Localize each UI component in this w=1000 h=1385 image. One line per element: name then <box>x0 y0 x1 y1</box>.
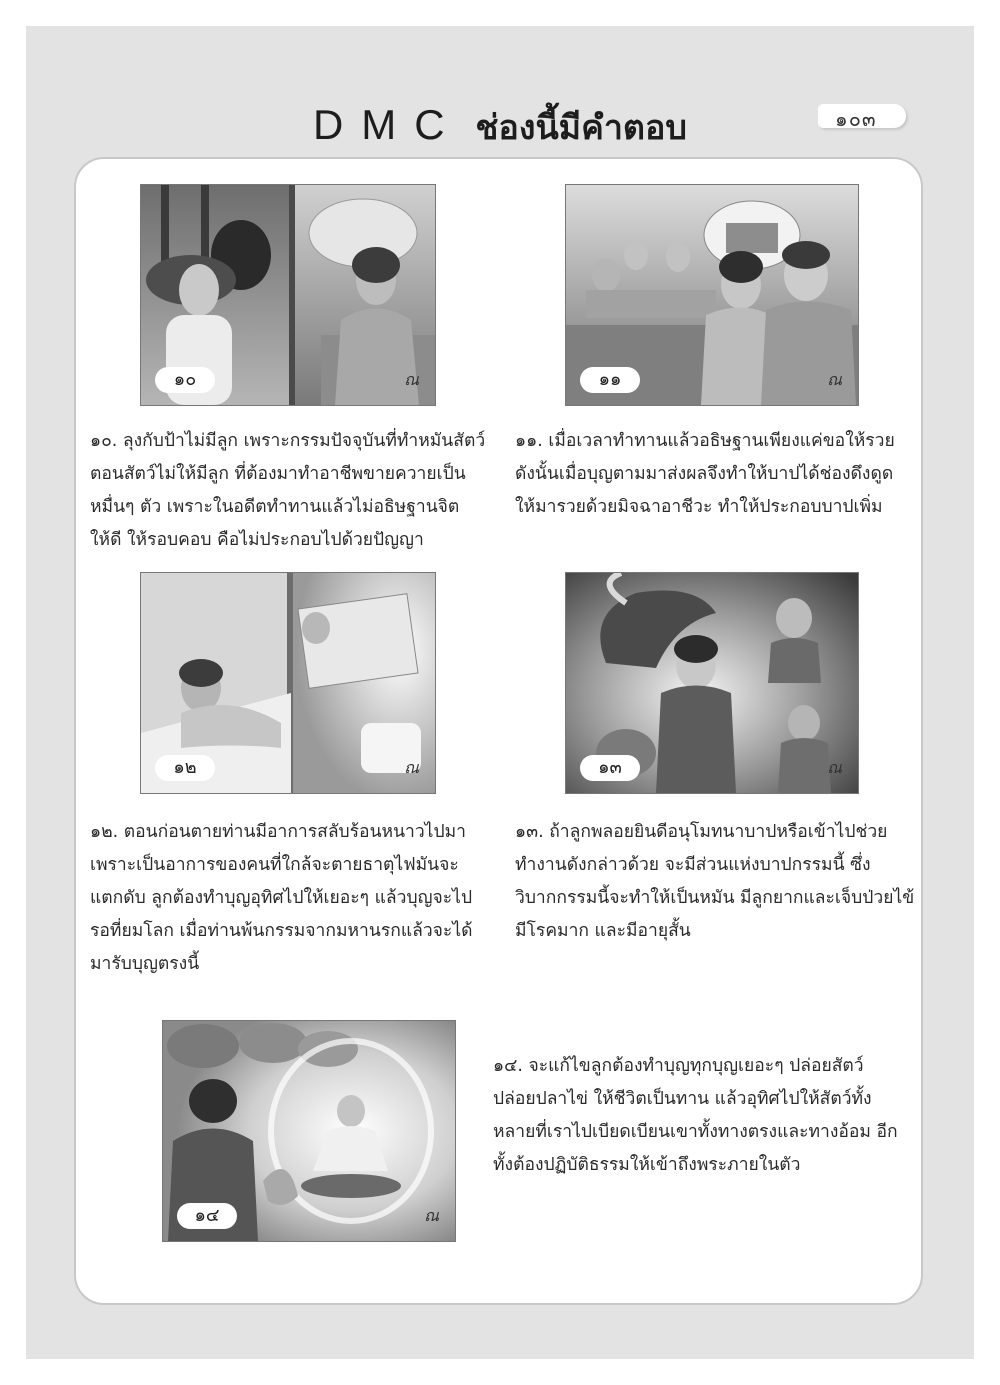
illustration-14 <box>162 1020 456 1242</box>
caption-line: ๑๒. ตอนก่อนตายท่านมีอาการสลับร้อนหนาวไปมา <box>90 822 466 842</box>
caption-line: รอที่ยมโลก เมื่อท่านพ้นกรรมจากมหานรกแล้วจะได้ <box>90 921 473 941</box>
caption-line: ๑๓. ถ้าลูกพลอยยินดีอนุโมทนาบาปหรือเข้าไปช่วย <box>515 822 888 842</box>
illustration-10-number: ๑๐ <box>155 367 215 393</box>
illustration-12 <box>140 572 436 794</box>
caption-14 <box>493 1050 898 1182</box>
illustration-13 <box>565 572 859 794</box>
caption-10 <box>90 425 484 557</box>
illustration-11-signature: ณ <box>827 370 842 389</box>
caption-12 <box>90 816 484 981</box>
illustration-13-number: ๑๓ <box>580 755 640 781</box>
illustration-12-signature: ณ <box>404 758 419 777</box>
caption-line: ๑๑. เมื่อเวลาทำทานแล้วอธิษฐานเพียงแค่ขอให้รวย <box>515 431 895 451</box>
caption-line: ทำงานดังกล่าวด้วย จะมีส่วนแห่งบาปกรรมนี้ ซึ่ง <box>515 855 871 875</box>
caption-line: ให้ดี ให้รอบคอบ คือไม่ประกอบไปด้วยปัญญา <box>90 530 424 550</box>
title-latin: DMC <box>312 101 463 148</box>
caption-line: มารับบุญตรงนี้ <box>90 954 200 974</box>
illustration-13-signature: ณ <box>827 758 842 777</box>
title-thai: ช่องนี้มีคำตอบ <box>475 108 688 148</box>
caption-line: แตกดับ ลูกต้องทำบุญอุทิศไปให้เยอะๆ แล้วบุญจะไป <box>90 888 473 908</box>
caption-line: ดังนั้นเมื่อบุญตามมาส่งผลจึงทำให้บาปได้ช่องดึงดูด <box>515 464 894 484</box>
caption-line: วิบากกรรมนี้จะทำให้เป็นหมัน มีลูกยากและเจ็บป่วยไข้ <box>515 888 915 908</box>
caption-line: มีโรคมาก และมีอายุสั้น <box>515 921 691 941</box>
caption-line: หลายที่เราไปเบียดเบียนเขาทั้งทางตรงและทางอ้อม อีก <box>493 1122 898 1142</box>
caption-line: หมื่นๆ ตัว เพราะในอดีตทำทานแล้วไม่อธิษฐานจิต <box>90 497 460 517</box>
caption-line: ปล่อยปลาไข่ ให้ชีวิตเป็นทาน แล้วอุทิศไปให้สัตว์ทั้ง <box>493 1089 872 1109</box>
caption-line: เพราะเป็นอาการของคนที่ใกล้จะตายธาตุไฟมันจะ <box>90 855 459 875</box>
illustration-12-number: ๑๒ <box>155 755 215 781</box>
caption-line: ๑๔. จะแก้ไขลูกต้องทำบุญทุกบุญเยอะๆ ปล่อยสัตว์ <box>493 1056 864 1076</box>
caption-13 <box>515 816 915 948</box>
illustration-10-signature: ณ <box>404 370 419 389</box>
caption-11 <box>515 425 905 524</box>
page-number: ๑๐๓ <box>835 107 877 131</box>
caption-line: ตอนสัตว์ไม่ให้มีลูก ที่ต้องมาทำอาชีพขายควายเป็น <box>90 464 466 484</box>
illustration-11-number: ๑๑ <box>580 367 640 393</box>
illustration-14-signature: ณ <box>424 1206 439 1225</box>
illustration-14-number: ๑๔ <box>177 1203 237 1229</box>
caption-line: ๑๐. ลุงกับป้าไม่มีลูก เพราะกรรมปัจจุบันที่ทำหมันสัตว์ <box>90 431 486 451</box>
caption-line: ให้มารวยด้วยมิจฉาอาชีวะ ทำให้ประกอบบาปเพิ่ม <box>515 497 883 517</box>
illustration-11 <box>565 184 859 406</box>
caption-line: ทั้งต้องปฏิบัติธรรมให้เข้าถึงพระภายในตัว <box>493 1155 801 1175</box>
illustration-10 <box>140 184 436 406</box>
